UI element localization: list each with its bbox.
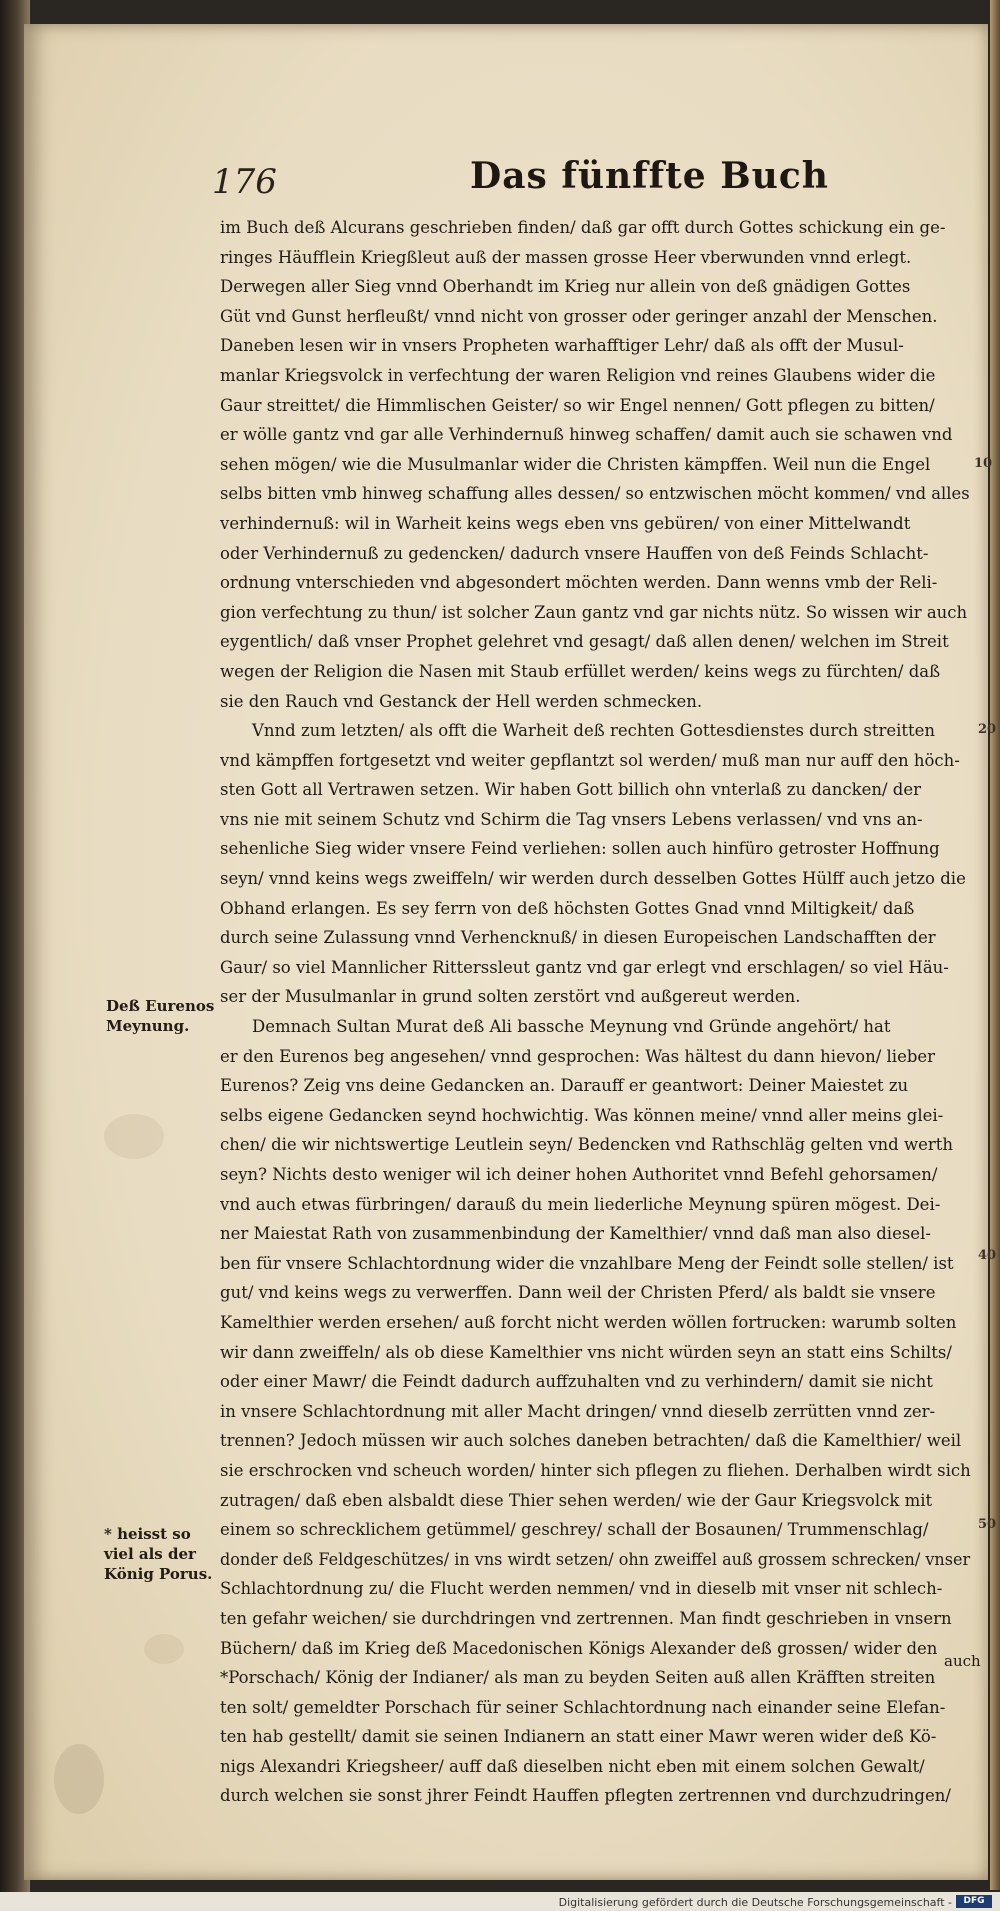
text-line: wir dann zweiffeln/ als ob diese Kamelthier vns nicht würden seyn an statt eins Schilts/	[220, 1342, 952, 1362]
text-line: ten hab gestellt/ damit sie seinen Indianern an statt einer Mawr weren wider deß Kö-	[220, 1727, 937, 1747]
paper-stain	[144, 1634, 184, 1664]
text-line: Schlachtordnung zu/ die Flucht werden nemmen/ vnd in dieselb mit vnser nit schlech-	[220, 1579, 943, 1599]
text-line: Gaur streittet/ die Himmlischen Geister/ so wir Engel nennen/ Gott pflegen zu bitten/	[220, 395, 935, 415]
text-line: Kamelthier werden ersehen/ auß forcht nicht werden wöllen fortrucken: warumb solten	[220, 1312, 957, 1332]
page-edge	[990, 0, 1000, 1890]
text-line: einem so schrecklichem getümmel/ geschrey/ schall der Bosaunen/ Trummenschlag/	[220, 1520, 929, 1540]
footer-credit: Digitalisierung gefördert durch die Deutsche Forschungsgemeinschaft -	[558, 1896, 952, 1909]
text-line: vns nie mit seinem Schutz vnd Schirm die Tag vnsers Lebens verlassen/ vnd vns an-	[220, 809, 923, 829]
text-line: Vnnd zum letzten/ als offt die Warheit deß rechten Gottesdienstes durch streitten	[252, 721, 936, 741]
text-line: donder deß Feldgeschützes/ in vns wirdt setzen/ ohn zweiffel auß grossem schrecken/ vnser	[220, 1549, 971, 1569]
body-text	[220, 213, 970, 1811]
text-line: durch seine Zulassung vnnd Verhencknuß/ in diesen Europeischen Landschafften der	[220, 928, 936, 948]
text-line: sehenliche Sieg wider vnsere Feind verliehen: sollen auch hinfüro getroster Hoffnung	[220, 839, 940, 859]
text-line: durch welchen sie sonst jhrer Feindt Hauffen pflegten zertrennen vnd durchzudringen/	[220, 1786, 951, 1806]
text-line: oder Verhindernuß zu gedencken/ dadurch vnsere Hauffen von deß Feinds Schlacht-	[220, 543, 929, 563]
text-line: ordnung vnterschieden vnd abgesondert möchten werden. Dann wenns vmb der Reli-	[220, 573, 938, 593]
text-line: ben für vnsere Schlachtordnung wider die vnzahlbare Meng der Feindt solle stellen/ ist	[220, 1253, 954, 1273]
text-line: Güt vnd Gunst herfleußt/ vnnd nicht von grosser oder geringer anzahl der Menschen.	[220, 306, 938, 326]
text-line: in vnsere Schlachtordnung mit aller Macht dringen/ vnnd dieselb zerrütten vnnd zer-	[220, 1401, 936, 1421]
text-line: sie erschrocken vnd scheuch worden/ hinter sich pflegen zu fliehen. Derhalben wirdt sich	[220, 1460, 971, 1480]
text-line: Daneben lesen wir in vnsers Propheten warhafftiger Lehr/ daß als offt der Musul-	[220, 336, 904, 356]
text-line: vnd kämpffen fortgesetzt vnd weiter gepflantzt sol werden/ muß man nur auff den höch-	[220, 750, 960, 770]
text-line: Büchern/ daß im Krieg deß Macedonischen Königs Alexander deß grossen/ wider den	[220, 1638, 938, 1658]
text-line: Derwegen aller Sieg vnnd Oberhandt im Krieg nur allein von deß gnädigen Gottes	[220, 277, 911, 297]
text-line: er den Eurenos beg angesehen/ vnnd gesprochen: Was hältest du dann hievon/ lieber	[220, 1046, 936, 1066]
text-line: Eurenos? Zeig vns deine Gedancken an. Darauff er geantwort: Deiner Maiestet zu	[220, 1076, 909, 1096]
text-line: selbs eigene Gedancken seynd hochwichtig. Was können meine/ vnnd aller meins glei-	[220, 1105, 944, 1125]
text-line: selbs bitten vmb hinweg schaffung alles dessen/ so entzwischen möcht kommen/ vnd alles	[220, 484, 970, 504]
text-line: oder einer Mawr/ die Feindt dadurch auffzuhalten vnd zu verhindern/ damit sie nicht	[220, 1372, 933, 1392]
dfg-logo: DFG	[956, 1895, 992, 1908]
text-line: seyn? Nichts desto weniger wil ich deiner hohen Authoritet vnnd Befehl gehorsamen/	[220, 1165, 938, 1184]
text-line: ten gefahr weichen/ sie durchdringen vnd zertrennen. Man findt geschrieben in vnsern	[220, 1608, 952, 1628]
text-line: wegen der Religion die Nasen mit Staub erfüllet werden/ keins wegs zu fürchten/ daß	[220, 661, 941, 681]
text-line: zutragen/ daß eben alsbaldt diese Thier sehen werden/ wie der Gaur Kriegsvolck mit	[220, 1490, 933, 1510]
line-number: 50	[978, 1517, 997, 1532]
paper-stain	[54, 1744, 104, 1814]
text-line: sehen mögen/ wie die Musulmanlar wider die Christen kämpffen. Weil nun die Engel	[220, 454, 931, 474]
text-line: gion verfechtung zu thun/ ist solcher Zaun gantz vnd gar nichts nütz. So wissen wir auch	[220, 602, 968, 622]
text-line: chen/ die wir nichtswertige Leutlein seyn/ Bedencken vnd Rathschläg gelten vnd werth	[220, 1135, 954, 1155]
text-line: Demnach Sultan Murat deß Ali bassche Meynung vnd Gründe angehört/ hat	[252, 1017, 891, 1037]
text-line: ser der Musulmanlar in grund solten zerstört vnd außgereut werden.	[220, 987, 801, 1007]
text-line: ten solt/ gemeldter Porschach für seiner Schlachtordnung nach einander seine Elefan-	[220, 1697, 946, 1717]
marginal-note-eurenos: Deß Eurenos Meynung.	[106, 997, 215, 1035]
text-line: ringes Häufflein Kriegßleut auß der massen grosse Heer vberwunden vnnd erlegt.	[220, 247, 912, 267]
text-line: verhindernuß: wil in Warheit keins wegs eben vns gebüren/ von einer Mittelwandt	[220, 513, 911, 533]
marginal-note-porus: * heisst so viel als der König Porus.	[104, 1525, 213, 1583]
paper-stain	[104, 1114, 164, 1159]
catchword: auch	[944, 1652, 981, 1670]
line-number: 20	[978, 722, 997, 737]
text-line: sten Gott all Vertrawen setzen. Wir haben Gott billich ohn vnterlaß zu dancken/ der	[220, 780, 922, 800]
text-line: vnd auch etwas fürbringen/ darauß du mein liederliche Meynung spüren mögest. Dei-	[220, 1194, 941, 1214]
text-line: Gaur/ so viel Mannlicher Ritterssleut gantz vnd gar erlegt vnd erschlagen/ so viel Häu-	[220, 957, 949, 977]
text-line: Obhand erlangen. Es sey ferrn von deß höchsten Gottes Gnad vnnd Miltigkeit/ daß	[220, 898, 915, 918]
text-line: er wölle gantz vnd gar alle Verhindernuß hinweg schaffen/ damit auch sie schawen vnd	[220, 425, 953, 445]
text-line: im Buch deß Alcurans geschrieben finden/ daß gar offt durch Gottes schickung ein ge-	[220, 218, 946, 237]
text-line: gut/ vnd keins wegs zu verwerffen. Dann weil der Christen Pferd/ als baldt sie vnsere	[220, 1283, 936, 1303]
page-number: 176	[212, 162, 277, 202]
text-line: nigs Alexandri Kriegsheer/ auff daß dieselben nicht eben mit einem solchen Gewalt/	[220, 1756, 925, 1776]
line-number: 40	[978, 1248, 997, 1263]
text-line: ner Maiestat Rath von zusammenbindung der Kamelthier/ vnnd daß man also diesel-	[220, 1224, 931, 1244]
line-number: 10	[974, 456, 993, 471]
text-line: eygentlich/ daß vnser Prophet gelehret vnd gesagt/ daß allen denen/ welchen im Streit	[220, 632, 949, 652]
text-line: seyn/ vnnd keins wegs zweiffeln/ wir werden durch desselben Gottes Hülff auch jetzo die	[220, 869, 966, 889]
text-line: manlar Kriegsvolck in verfechtung der waren Religion vnd reines Glaubens wider die	[220, 365, 936, 385]
text-line: *Porschach/ König der Indianer/ als man zu beyden Seiten auß allen Kräfften streiten	[220, 1668, 936, 1688]
text-line: trennen? Jedoch müssen wir auch solches daneben betrachten/ daß die Kamelthier/ weil	[220, 1431, 962, 1451]
running-head: Das fünffte Buch	[470, 155, 829, 197]
text-line: sie den Rauch vnd Gestanck der Hell werden schmecken.	[220, 691, 703, 711]
